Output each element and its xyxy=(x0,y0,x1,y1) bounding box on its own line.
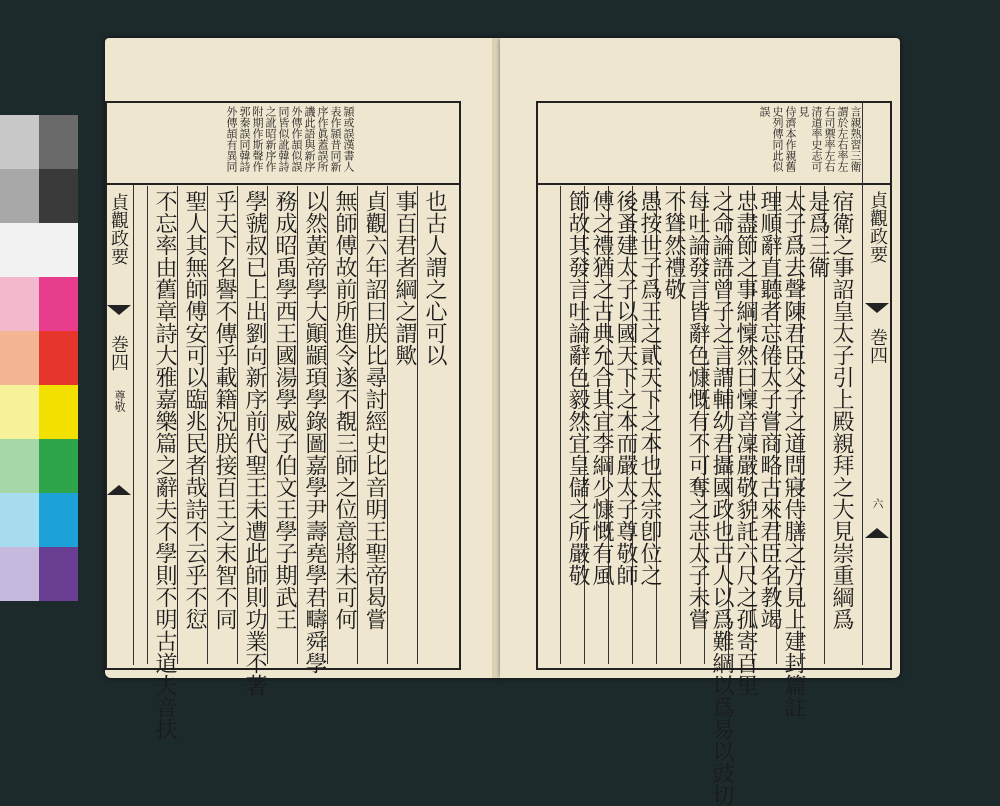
text-column: 不忘率由舊章詩大雅嘉樂篇之辭夫不學則不明古道夫音扶 xyxy=(152,190,177,740)
text-column: 宿衛之事詔皇太子引上殿親拜之大見崇重綱爲 xyxy=(829,190,854,630)
left-spine xyxy=(105,185,134,665)
text-column: 忠盡節之事綱懍然曰懍音凜嚴敬貌託六尺之孤寄百里 xyxy=(733,190,758,696)
color-swatch xyxy=(0,547,39,601)
text-column: 愚按世子爲王之貳天下之本也太宗卽位之 xyxy=(637,190,662,586)
left-page xyxy=(105,38,500,740)
color-swatch xyxy=(0,277,39,331)
text-column: 節故其發言吐論辭色毅然宜皇儲之所嚴敬 xyxy=(565,190,590,586)
annotation-column: 史列傳同此似 xyxy=(771,106,784,172)
text-column: 之命論語曾子之言謂輔幼君攝國政也古人以爲難綱以爲易以豉切 xyxy=(709,190,734,806)
right-spine xyxy=(862,103,891,665)
text-column: 理順辭直聽者忘倦太子嘗商略古來君臣名教竭 xyxy=(757,190,782,630)
fish-tail-mark-right-lower xyxy=(865,528,889,538)
text-column: 學虢叔已上出劉向新序前代聖王未遭此師則功業不著 xyxy=(242,190,267,696)
column-rule xyxy=(357,186,358,664)
annotation-column: 譏此語與新序 xyxy=(303,106,316,172)
spine-chapter: 尊敬 xyxy=(113,390,126,412)
text-column: 是爲三衛 xyxy=(805,190,830,278)
column-rule xyxy=(387,186,388,664)
spine-volume: 巻四 xyxy=(108,335,129,371)
color-swatch xyxy=(39,169,78,223)
color-swatch xyxy=(39,493,78,547)
column-rule xyxy=(327,186,328,664)
text-column: 後蚤建太子以國天下之本而嚴太子尊敬師 xyxy=(613,190,638,586)
spine-title-right: 貞觀政要 xyxy=(867,191,888,263)
annotation-column: 見 xyxy=(797,106,810,117)
color-swatch xyxy=(39,439,78,493)
column-rule xyxy=(560,186,561,664)
color-swatch xyxy=(39,277,78,331)
column-rule xyxy=(297,186,298,664)
text-column: 無師傅故前所進令遂不覩三師之位意將未可何 xyxy=(332,190,357,630)
annotation-column: 附期作斯聲作 xyxy=(251,106,264,172)
color-calibration-strip xyxy=(0,115,78,599)
spine-title: 貞觀政要 xyxy=(108,193,129,265)
color-swatch xyxy=(39,331,78,385)
color-swatch xyxy=(0,331,39,385)
color-swatch xyxy=(39,115,78,169)
annotation-column: 清道率史志可 xyxy=(810,106,823,172)
column-rule xyxy=(267,186,268,664)
annotation-column: 謂於左右率左 xyxy=(836,106,849,172)
annotation-column: 右司禦率左右 xyxy=(823,106,836,172)
annotation-column: 表作頴昔同新 xyxy=(329,106,342,172)
fish-tail-mark xyxy=(107,305,131,315)
annotation-column: 侍濟本作親舊 xyxy=(784,106,797,172)
text-column: 傅之禮猶之古典允合其宜李綱少慷慨有風 xyxy=(589,190,614,586)
text-column: 太子爲去聲陳君臣父子之道問寢侍膳之方見上建封篇註 xyxy=(781,190,806,718)
color-swatch xyxy=(39,547,78,601)
text-column: 務成昭禹學西王國湯學威子伯文王學子期武王 xyxy=(272,190,297,630)
annotation-column: 之訛昭新序作 xyxy=(264,106,277,172)
annotation-column: 外傳頡有異同 xyxy=(225,106,238,172)
column-rule xyxy=(177,186,178,664)
annotation-column: 同皆似訛韓詩 xyxy=(277,106,290,172)
text-column: 不聳然禮敬 xyxy=(661,190,686,300)
color-swatch xyxy=(39,385,78,439)
fish-tail-mark-right xyxy=(865,303,889,313)
fish-tail-mark-lower xyxy=(107,485,131,495)
text-column: 每吐論發言皆辭色慷慨有不可奪之志太子未嘗 xyxy=(685,190,710,630)
spine-volume-right: 巻四 xyxy=(867,328,888,364)
color-swatch xyxy=(0,169,39,223)
text-column: 聖人其無師傅安可以臨兆民者哉詩不云乎不愆 xyxy=(182,190,207,630)
page-number: 六 xyxy=(871,498,884,509)
annotation-column: 郭秦誤同韓詩 xyxy=(238,106,251,172)
column-rule xyxy=(147,186,148,664)
column-rule xyxy=(207,186,208,664)
color-swatch xyxy=(0,385,39,439)
text-column: 也古人謂之心可以 xyxy=(422,190,447,366)
annotation-column: 誤 xyxy=(758,106,771,117)
text-column: 貞觀六年詔曰朕比尋討經史比音明王聖帝曷嘗 xyxy=(362,190,387,630)
right-note-divider xyxy=(536,183,890,185)
color-swatch xyxy=(39,223,78,277)
annotation-column: 言親熟習三衛 xyxy=(849,106,862,172)
text-column: 乎天下名譽不傳乎載籍況朕接百王之末智不同 xyxy=(212,190,237,630)
right-page xyxy=(500,38,900,806)
annotation-column: 頴或誤漢書人 xyxy=(342,106,355,172)
left-note-divider xyxy=(105,183,459,185)
text-column: 事百君者綱之謂歟 xyxy=(392,190,417,366)
color-swatch xyxy=(0,115,39,169)
color-swatch xyxy=(0,439,39,493)
annotation-column: 外傳作頡似誤 xyxy=(290,106,303,172)
color-swatch xyxy=(0,493,39,547)
column-rule xyxy=(417,186,418,664)
color-swatch xyxy=(0,223,39,277)
annotation-column: 序作眞蓋誤所 xyxy=(316,106,329,172)
column-rule xyxy=(237,186,238,664)
text-column: 以然黃帝學大顚顓頊學錄圖嘉學尹壽堯學君疇舜學 xyxy=(302,190,327,674)
